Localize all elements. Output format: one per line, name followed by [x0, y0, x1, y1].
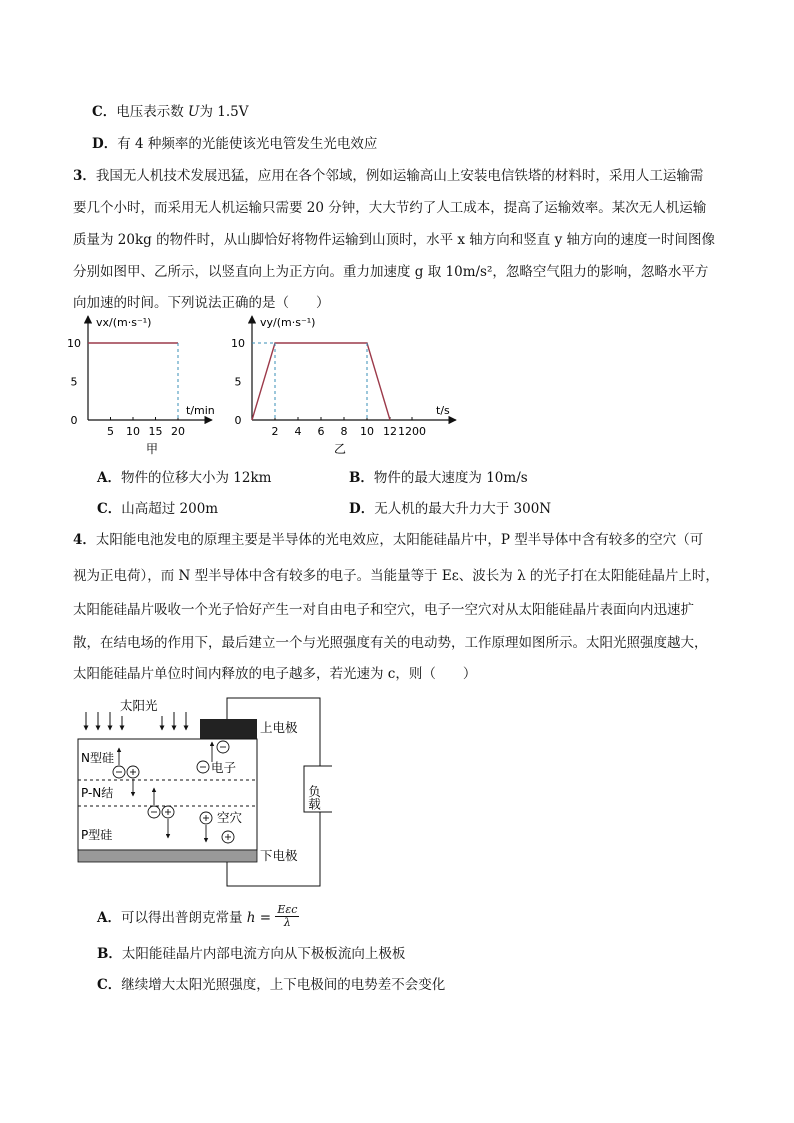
option-label: B． [349, 470, 374, 486]
option-text: 无人机的最大升力大于 300N [374, 501, 552, 517]
option-text: 物件的最大速度为 10m/s [373, 470, 528, 486]
fraction-denominator: λ [283, 916, 291, 929]
x-axis-label: t/s [436, 404, 450, 417]
x-tick-label: 6 [317, 425, 325, 438]
option-text-tail: 为 1.5V [199, 104, 249, 120]
option-label: A． [97, 470, 121, 486]
q4-option-a [97, 903, 299, 931]
option-label: B． [97, 946, 122, 962]
formula-lhs: h = [246, 910, 276, 926]
stem-text: 太阳能电池发电的原理主要是半导体的光电效应，太阳能硅晶片中，P 型半导体中含有较多的空穴（可 [95, 532, 704, 548]
option-text: 山高超过 200m [121, 501, 219, 517]
q3-stem-line-4: 分别如图甲、乙所示，以竖直向上为正方向。重力加速度 g 取 10m/s²，忽略空气阻力的影响，忽略水平方 [73, 264, 709, 280]
y-tick-label: 0 [70, 414, 78, 427]
option-label: A． [97, 910, 121, 926]
option-text: 物件的位移大小为 12km [120, 470, 272, 486]
x-tick-label: 8 [340, 425, 348, 438]
y-tick-label: 0 [234, 414, 242, 427]
top-electrode-label: 上电极 [260, 720, 298, 735]
option-label: C． [97, 501, 122, 517]
stem-text: 我国无人机技术发展迅猛，应用在各个邻域，例如运输高山上安装电信铁塔的材料时，采用人工运输需 [95, 168, 704, 184]
x-tick-label: 12 [383, 425, 397, 438]
hole-label: 空穴 [217, 810, 243, 825]
option-label: D． [349, 501, 375, 517]
option-label: C． [92, 104, 117, 120]
question-number: 4． [73, 532, 96, 548]
x-axis-label: t/min [186, 404, 215, 417]
series-line [252, 343, 390, 420]
q4-stem-line-2: 视为正电荷），而 N 型半导体中含有较多的电子。当能量等于 Eε、波长为 λ 的光子打在太阳能硅晶片上时， [73, 568, 719, 584]
x-tick-label: 20 [171, 425, 185, 438]
option-text: 可以得出普朗克常量 [120, 910, 247, 926]
y-tick-label: 5 [70, 375, 78, 389]
y-tick-label: 5 [234, 375, 242, 389]
y-tick-label: 10 [231, 337, 245, 350]
pn-junction-label: P-N结 [81, 786, 114, 800]
q4-stem-line-1 [73, 530, 703, 550]
question-number: 3． [73, 168, 96, 184]
x-tick-label: 10 [360, 425, 374, 438]
q3-stem-line-2: 要几个小时，而采用无人机运输只需要 20 分钟，大大节约了人工成本，提高了运输效率。某次无人机运输 [73, 200, 707, 216]
q2-option-d [92, 134, 377, 154]
variable-u: U [188, 104, 200, 120]
y-axis-label: vx/(m·s⁻¹) [96, 316, 152, 329]
x-tick-label: 15 [148, 425, 163, 438]
bottom-electrode-label: 下电极 [260, 848, 298, 863]
option-text: 太阳能硅晶片内部电流方向从下极板流向上极板 [121, 946, 406, 962]
x-tick-label: 5 [107, 425, 114, 438]
fraction-numerator: Eεc [277, 903, 298, 916]
q2-option-c [92, 102, 248, 122]
x-tick-label: 1200 [398, 425, 426, 438]
chart-caption: 乙 [334, 442, 347, 456]
q3-option-c [97, 499, 218, 519]
q3-option-a [97, 468, 271, 488]
p-layer-label: P型硅 [81, 828, 113, 842]
q4-option-b [97, 944, 405, 964]
n-layer-label: N型硅 [81, 751, 114, 765]
sunlight-arrows [86, 712, 186, 730]
load-label: 负载 [306, 785, 322, 810]
chart-yi [231, 316, 456, 456]
y-axis-label: vy/(m·s⁻¹) [260, 316, 316, 329]
q4-stem-line-4: 散，在结电场的作用下，最后建立一个与光照强度有关的电动势，工作原理如图所示。太阳光照强度越大， [73, 635, 708, 651]
q3-option-d [349, 499, 551, 519]
q4-stem-line-5: 太阳能硅晶片单位时间内释放的电子越多，若光速为 c，则（ ） [73, 666, 477, 682]
q3-stem-line-5: 向加速的时间。下列说法正确的是（ ） [73, 295, 330, 311]
option-text: 有 4 种频率的光能使该光电管发生光电效应 [117, 136, 378, 152]
chart-jia [67, 316, 215, 456]
q3-charts [0, 308, 794, 458]
x-tick-label: 4 [294, 425, 302, 438]
x-tick-label: 2 [271, 425, 279, 438]
sunlight-label: 太阳光 [120, 698, 158, 713]
option-text: 电压表示数 [116, 104, 189, 120]
bottom-electrode [78, 850, 257, 862]
q4-stem-line-3: 太阳能硅晶片吸收一个光子恰好产生一对自由电子和空穴，电子一空穴对从太阳能硅晶片表面向内迅速扩 [73, 602, 694, 618]
option-label: D． [92, 136, 118, 152]
top-electrode [200, 719, 257, 739]
electron-label: 电子 [211, 760, 237, 775]
option-text: 继续增大太阳光照强度，上下电极间的电势差不会变化 [121, 977, 446, 993]
chart-caption: 甲 [146, 442, 159, 456]
option-label: C． [97, 977, 122, 993]
q3-stem-line-1 [73, 166, 703, 186]
x-tick-label: 10 [126, 425, 140, 438]
solar-cell-diagram [72, 692, 332, 892]
formula-fraction [275, 904, 299, 929]
q3-option-b [349, 468, 528, 488]
y-tick-label: 10 [67, 337, 81, 350]
q4-option-c [97, 975, 445, 995]
q3-stem-line-3: 质量为 20kg 的物件时，从山脚恰好将物件运输到山顶时，水平 x 轴方向和竖直 y 轴方向的速度一时间图像 [73, 232, 715, 248]
